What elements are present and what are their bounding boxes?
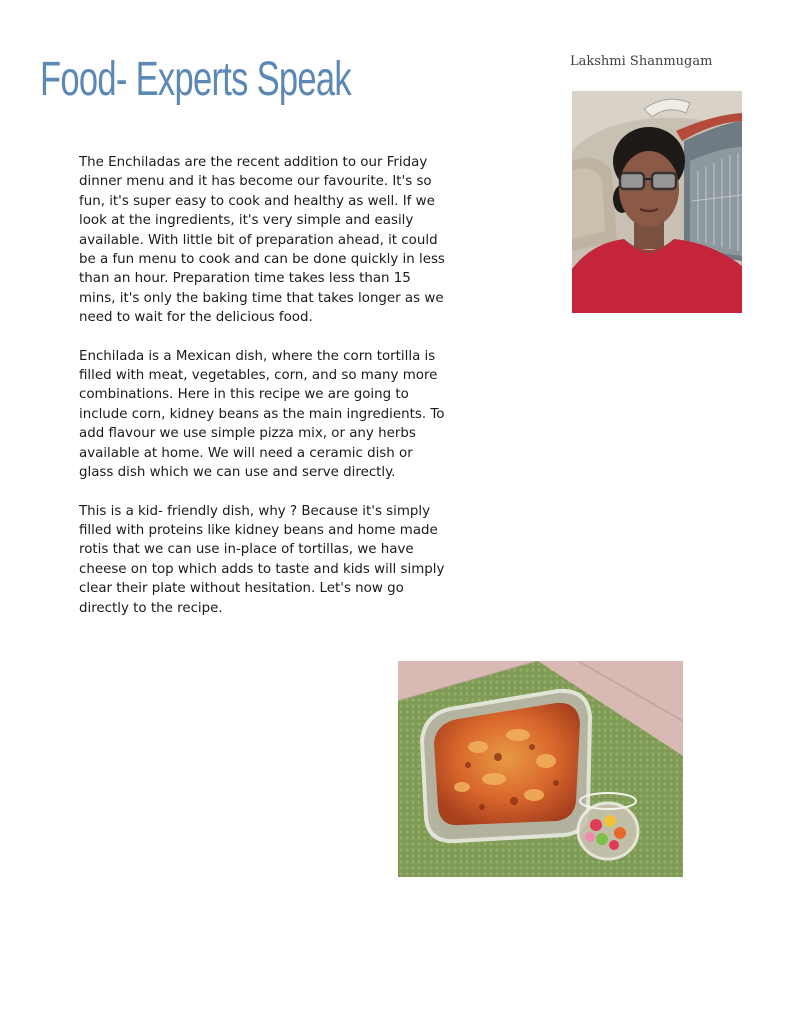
article-paragraph-2: Enchilada is a Mexican dish, where the corn tortilla is filled with meat, vegetables, corn, and so many more combinations. Here in this recipe we are going to include corn, kidney beans as the main ingredients. To add flavour we use simple pizza mix, or any herbs available at home. We will need a ceramic dish or glass dish which we can use and serve directly. [79,348,445,481]
page-title: Food- Experts Speak [40,53,351,106]
enchilada-dish-photo [398,661,683,877]
article-paragraph-1: The Enchiladas are the recent addition to our Friday dinner menu and it has become our favourite. It's so fun, it's super easy to cook and healthy as well. If we look at the ingredients, it's very simple and easily available. With little bit of preparation ahead, it could be a fun menu to cook and can be done quickly in less than an hour. Preparation time takes less than 15 mins, it's only the baking time that takes longer as we need to wait for the delicious food. [79,155,445,326]
article-body [79,153,451,637]
author-name: Lakshmi Shanmugam [570,54,713,69]
author-photo [572,91,742,313]
article-paragraph-3: This is a kid- friendly dish, why ? Because it's simply filled with proteins like kidney beans and home made rotis that we can use in-place of tortillas, we have cheese on top which adds to taste and kids will simply clear their plate without hesitation. Let's now go directly to the recipe. [79,503,445,616]
